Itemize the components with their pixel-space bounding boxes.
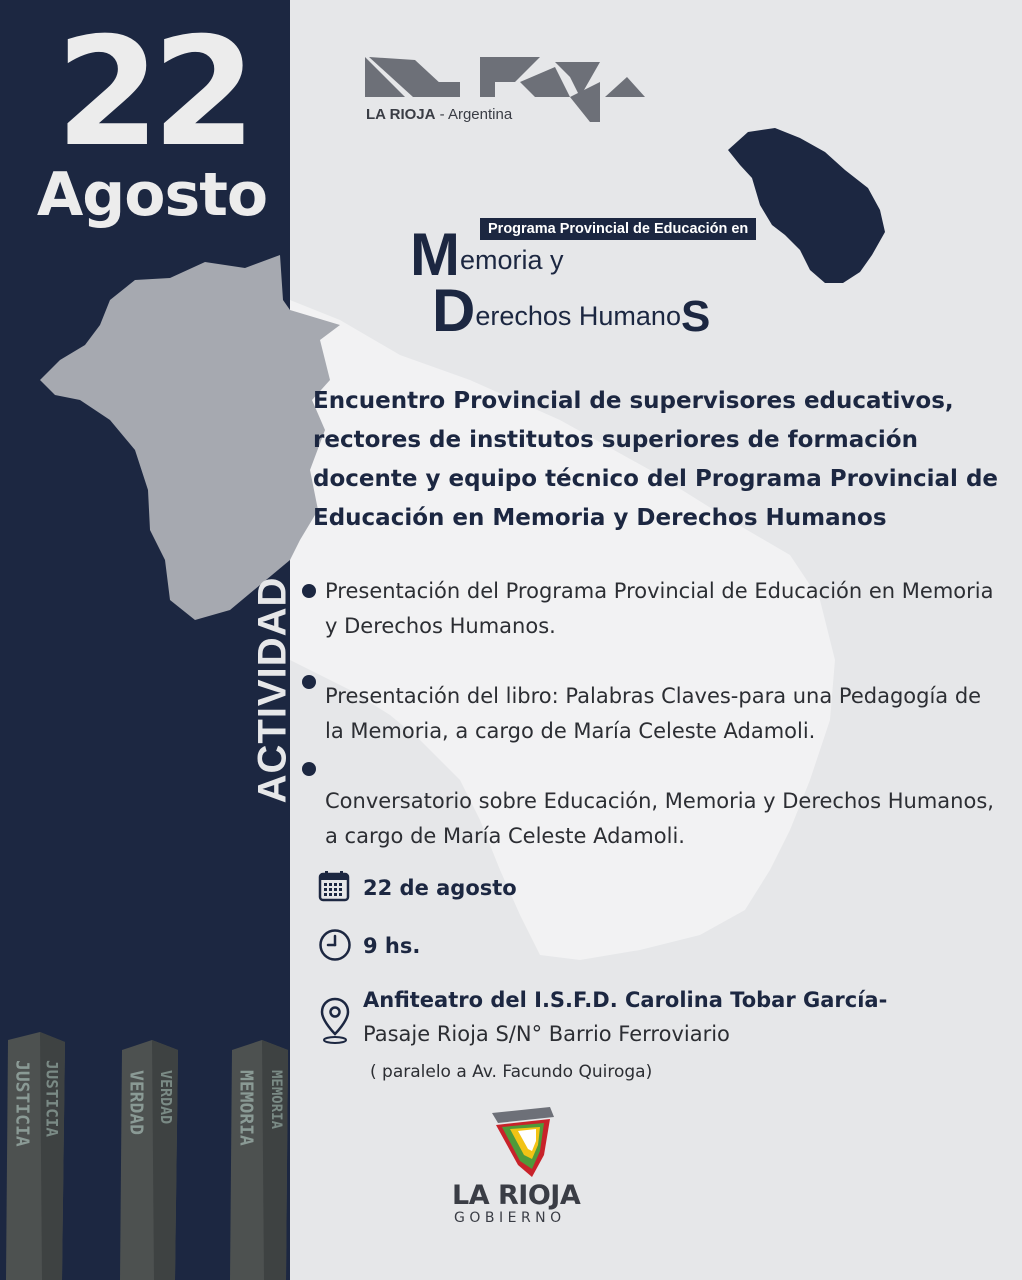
la-rioja-brand: LA RIOJA — [366, 106, 436, 123]
date-month: Agosto — [36, 160, 268, 230]
clock-icon — [318, 928, 352, 962]
event-address: Pasaje Rioja S/N° Barrio Ferroviario — [363, 1022, 730, 1046]
date-day: 22 — [55, 6, 249, 180]
bullet-dot — [302, 675, 316, 689]
location-pin-icon — [318, 996, 352, 1046]
calendar-icon — [318, 870, 350, 902]
memorial-pillars — [0, 1020, 290, 1280]
gov-logo-title: LA RIOJA — [452, 1180, 581, 1211]
bullet-text: Conversatorio sobre Educación, Memoria y Derechos Humanos, a cargo de María Celeste Adamoli. — [325, 789, 994, 848]
la-rioja-gobierno-emblem — [488, 1105, 558, 1185]
event-headline: Encuentro Provincial de supervisores educativos, rectores de institutos superiores de formación docente y equipo técnico del Programa Provincial de Educación en Memoria y Derechos Humanos — [313, 388, 999, 531]
event-address-reference: ( paralelo a Av. Facundo Quiroga) — [370, 1062, 653, 1082]
event-place: Anfiteatro del I.S.F.D. Carolina Tobar García- — [363, 988, 888, 1012]
program-tag: Programa Provincial de Educación en — [480, 218, 756, 240]
program-final-s: S — [680, 292, 711, 341]
bullet-text: Presentación del libro: Palabras Claves-para una Pedagogía de la Memoria, a cargo de María Celeste Adamoli. — [325, 684, 982, 743]
bullet-dot — [302, 584, 316, 598]
bullet-dot — [302, 762, 316, 776]
gov-logo-subtitle: GOBIERNO — [454, 1210, 566, 1226]
vertical-label-actividad: ACTIVIDAD — [250, 576, 295, 804]
program-title-line1 — [410, 221, 564, 288]
program-title-line2 — [432, 277, 711, 344]
pillar-memoria-side: MEMORIA — [268, 1070, 284, 1130]
pillar-verdad — [120, 1040, 178, 1280]
program-initial-d: D — [432, 277, 476, 344]
event-time: 9 hs. — [363, 934, 421, 958]
program-initial-m: M — [410, 221, 460, 288]
pillar-justicia-front: JUSTICIA — [11, 1060, 33, 1147]
la-rioja-suffix: - Argentina — [435, 106, 513, 123]
province-map-navy — [728, 128, 885, 283]
pillar-verdad-side: VERDAD — [157, 1070, 175, 1125]
event-date: 22 de agosto — [363, 876, 517, 900]
pillar-memoria — [230, 1040, 288, 1280]
pillar-verdad-front: VERDAD — [125, 1070, 147, 1136]
program-line1-rest: emoria y — [459, 245, 564, 275]
pillar-memoria-front: MEMORIA — [235, 1070, 257, 1146]
pillar-justicia — [6, 1032, 65, 1280]
program-line2-rest: erechos Humano — [475, 301, 681, 331]
la-rioja-argentina-text — [366, 106, 512, 123]
bullet-text: Presentación del Programa Provincial de Educación en Memoria y Derechos Humanos. — [325, 579, 994, 638]
pillar-justicia-side: JUSTICIA — [42, 1060, 62, 1138]
